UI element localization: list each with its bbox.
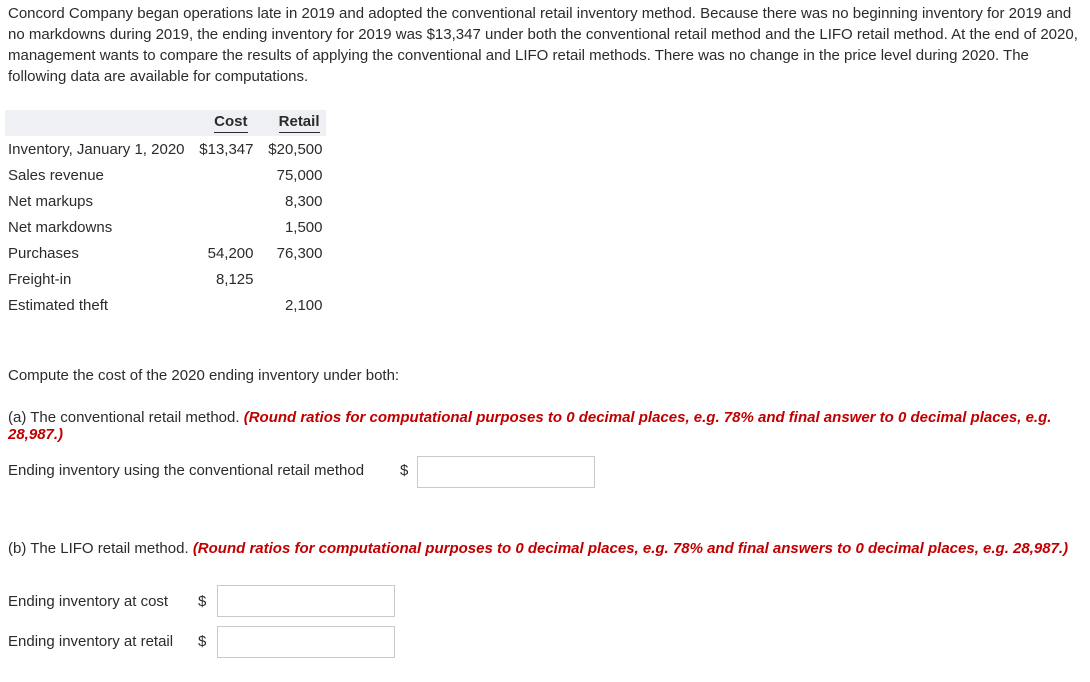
cost-cell: 8,125 [215, 270, 254, 288]
table-row [5, 266, 326, 292]
retail-cell: 76,300 [276, 244, 323, 262]
inventory-data-table [5, 110, 326, 318]
cost-cell [189, 162, 254, 188]
row-label: Sales revenue [8, 166, 104, 184]
retail-cell: 8,300 [284, 192, 323, 210]
table-row [5, 214, 326, 240]
table-header-row [5, 110, 326, 136]
conventional-ending-inventory-input[interactable] [417, 456, 595, 488]
cost-cell: 54,200 [207, 244, 254, 262]
question-text: Compute the cost of the 2020 ending inventory under both: [8, 367, 400, 384]
row-label: Net markups [8, 192, 94, 210]
cost-cell [189, 292, 254, 318]
row-label: Net markdowns [8, 218, 113, 236]
header-retail: Retail [254, 110, 326, 136]
part-b-rounding-note: (Round ratios for computational purposes to 0 decimal places, e.g. 78% and final answers to 0 decimal places, e.g. 28,987.) [192, 540, 1069, 557]
table-row [5, 136, 326, 162]
currency-symbol: $ [198, 593, 207, 610]
currency-symbol: $ [400, 462, 409, 479]
lifo-ending-inventory-cost-input[interactable] [217, 585, 395, 617]
cost-cell: $13,347 [199, 140, 254, 158]
table-row [5, 240, 326, 266]
part-a-instruction [8, 409, 1090, 443]
header-cost: Cost [189, 110, 254, 136]
lifo-retail-field-label: Ending inventory at retail [8, 633, 174, 650]
part-b-instruction [8, 540, 1068, 557]
table-row [5, 162, 326, 188]
part-a-field-label: Ending inventory using the conventional retail method [8, 462, 365, 479]
cost-cell [189, 188, 254, 214]
part-a-prefix: (a) The conventional retail method. [8, 409, 240, 426]
row-label: Freight-in [8, 270, 72, 288]
part-b-prefix: (b) The LIFO retail method. [8, 540, 189, 557]
cost-cell [189, 214, 254, 240]
problem-intro: Concord Company began operations late in 2019 and adopted the conventional retail inventory method. Because there was no beginning inventory for 2019 and no markdowns during 2019, the ending inventory for 2019 was $13,347 under both the conventional retail method and the LIFO retail method. At the end of 2020, management wants to compare the results of applying the conventional and LIFO retail methods. There was no change in the price level during 2020. The following data are available for computations. [8, 5, 1078, 85]
retail-cell: 1,500 [284, 218, 323, 236]
table-row [5, 292, 326, 318]
part-a-rounding-note: (Round ratios for computational purposes to 0 decimal places, e.g. 78% and final answer to 0 decimal places, e.g. 28,987.) [8, 409, 1052, 443]
retail-cell [254, 266, 326, 292]
header-blank [5, 110, 189, 136]
retail-cell: $20,500 [268, 140, 323, 158]
retail-cell: 75,000 [276, 166, 323, 184]
retail-cell: 2,100 [284, 296, 323, 314]
table-row [5, 188, 326, 214]
row-label: Inventory, January 1, 2020 [8, 140, 185, 158]
row-label: Estimated theft [8, 296, 109, 314]
lifo-cost-field-label: Ending inventory at cost [8, 593, 169, 610]
currency-symbol: $ [198, 633, 207, 650]
lifo-ending-inventory-retail-input[interactable] [217, 626, 395, 658]
row-label: Purchases [8, 244, 79, 262]
